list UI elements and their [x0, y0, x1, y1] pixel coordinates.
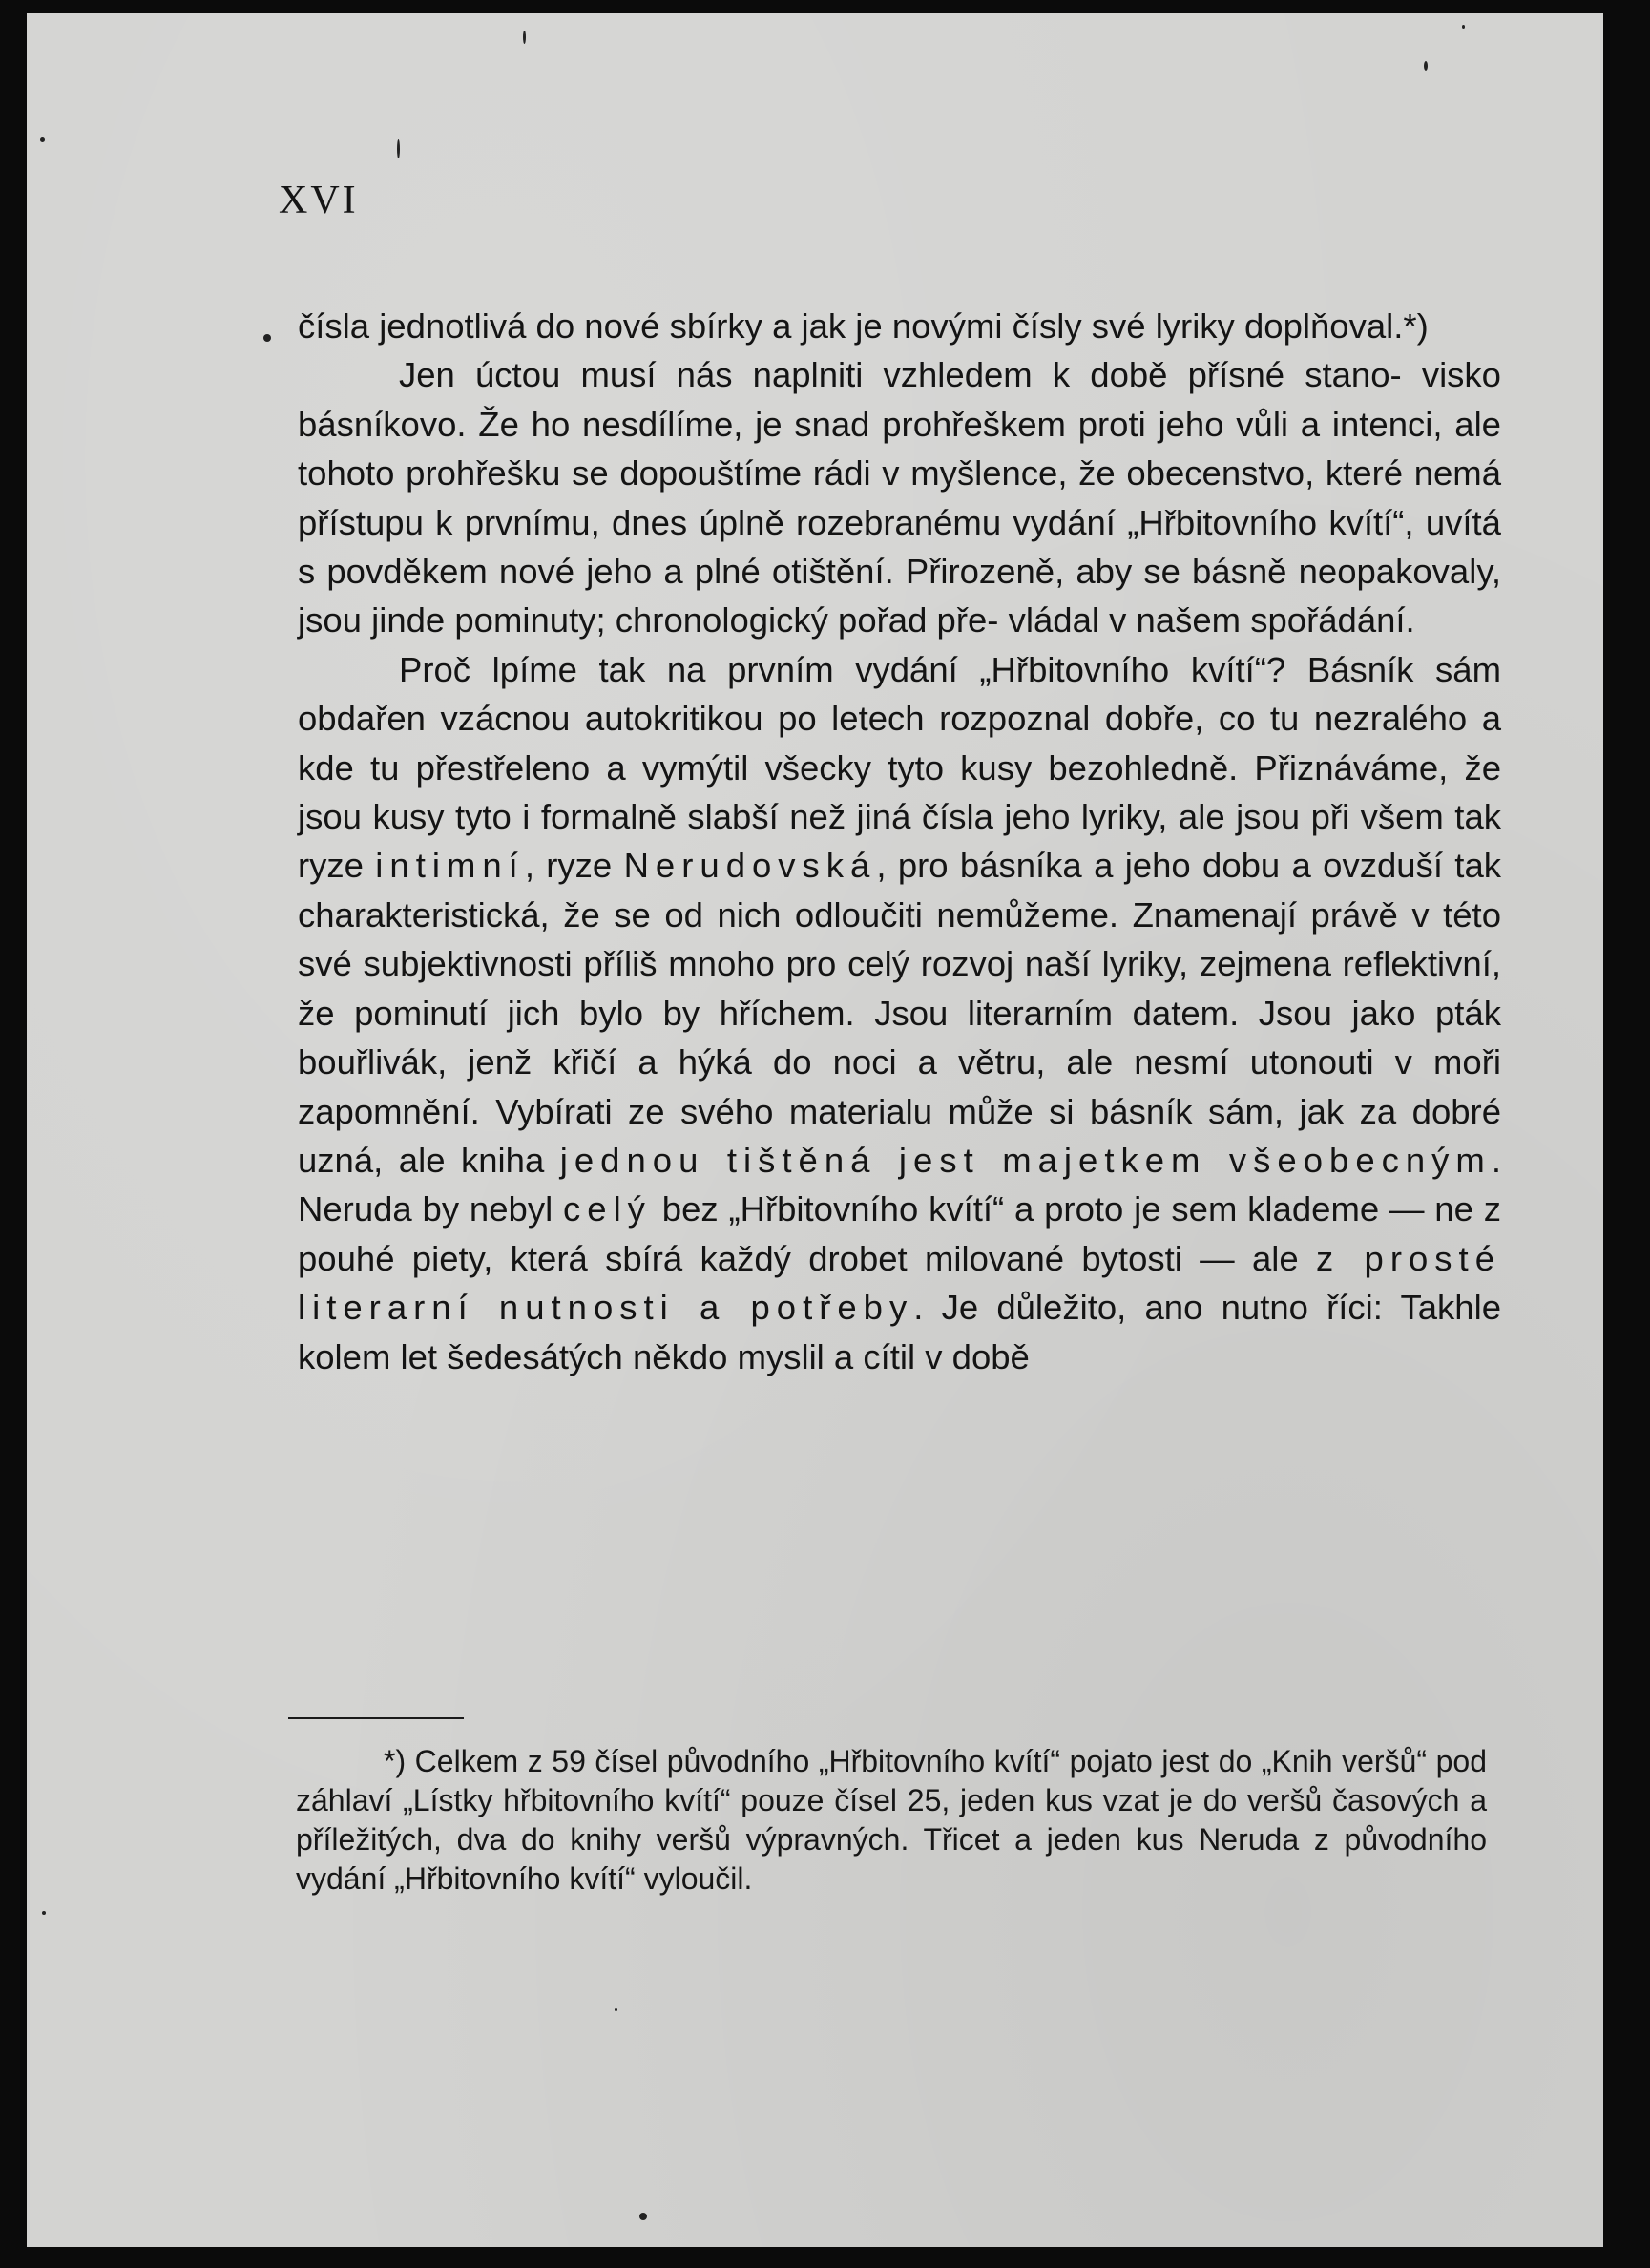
text-line: doplňoval.*) — [1243, 306, 1429, 346]
text-run: bez „Hřbitovního kvítí“ a proto je sem klademe — ne z pouhé piety, která sbírá každý drobet milované bytosti — ale — [298, 1189, 1501, 1278]
spaced-emphasis: z prosté literarní nutnosti a potřeby — [298, 1238, 1502, 1328]
text-run: , pro básníka a jeho dobu a ovzduší tak charakteristická, že se od nich odloučiti nemůžeme. Znamenají právě v této své subjektivnosti příliš mnoho pro celý rozvoj naší lyriky, zejmena reflektivní, že pominutí jich bylo by hříchem. Jsou literarním datem. Jsou jako pták bouřlivák, jenž křičí a hýká do noci a větru, ale nesmí utonouti v moři zapomnění. Vybírati ze svého materialu může si básník sám, jak za dobré uzná, ale kniha — [298, 846, 1501, 1180]
text-line: jeho vůli a intenci, ale tohoto prohřešku se dopouštíme rádi — [298, 404, 1501, 494]
paragraph — [298, 302, 1501, 350]
footnote: *) Celkem z 59 čísel původního „Hřbitovního kvítí“ pojato jest do „Knih veršů“ pod záhlaví „Lístky hřbitovního kvítí“ pouze čísel 25, jeden kus vzat je do veršů časových a příležitých, dva do knihy veršů výpravných. Třicet a jeden kus Neruda z původního vydání „Hřbitovního kvítí“ vyloučil. — [296, 1744, 1487, 1896]
body-text — [298, 302, 1501, 1381]
text-line: Jen úctou musí nás naplniti vzhledem k době přísné stano- — [399, 355, 1402, 395]
spaced-emphasis: celý — [563, 1189, 652, 1229]
text-run: . Neruda by nebyl — [298, 1140, 1501, 1229]
paragraph — [298, 350, 1501, 644]
text-line: čísla jednotlivá do nové sbírky a jak je novými čísly své lyriky — [298, 306, 1235, 346]
text-line: v myšlence, že obecenstvo, které nemá přístupu k prvnímu, — [298, 453, 1501, 542]
text-run: . Je důležito, ano nutno říci: Takhle kolem let šedesátých někdo myslil a cítil v době — [298, 1288, 1501, 1376]
text-line: vládal v našem spořádání. — [1008, 600, 1415, 640]
paragraph — [298, 645, 1501, 1381]
text-line: dnes úplně rozebranému vydání „Hřbitovního kvítí“, uvítá — [612, 502, 1501, 542]
spaced-emphasis: jednou tištěná jest majetkem všeobecným — [559, 1140, 1492, 1180]
text-line: visko básníkovo. Že ho nesdílíme, je snad prohřeškem proti — [298, 355, 1501, 444]
spaced-emphasis: intimní — [375, 846, 525, 886]
text-line: neopakovaly, jsou jinde pominuty; chronologický pořad pře- — [298, 552, 1501, 640]
page-number: XVI — [279, 178, 359, 222]
footnote-divider — [288, 1717, 464, 1719]
spaced-emphasis: Nerudovská — [623, 846, 877, 886]
text-run: Proč lpíme tak na prvním vydání „Hřbitovního kvítí“? Básník sám obdařen vzácnou autokritikou po letech rozpoznal dobře, co tu nezralého a kde tu přestřeleno a vymýtil všecky tyto kusy bezohledně. Přiznáváme, že jsou kusy tyto i formalně slabší než jiná čísla jeho lyriky, ale jsou při všem tak ryze — [298, 649, 1501, 886]
text-line: s povděkem nové jeho a plné otištění. Přirozeně, aby se básně — [298, 552, 1287, 592]
text-run: , ryze — [524, 846, 624, 886]
